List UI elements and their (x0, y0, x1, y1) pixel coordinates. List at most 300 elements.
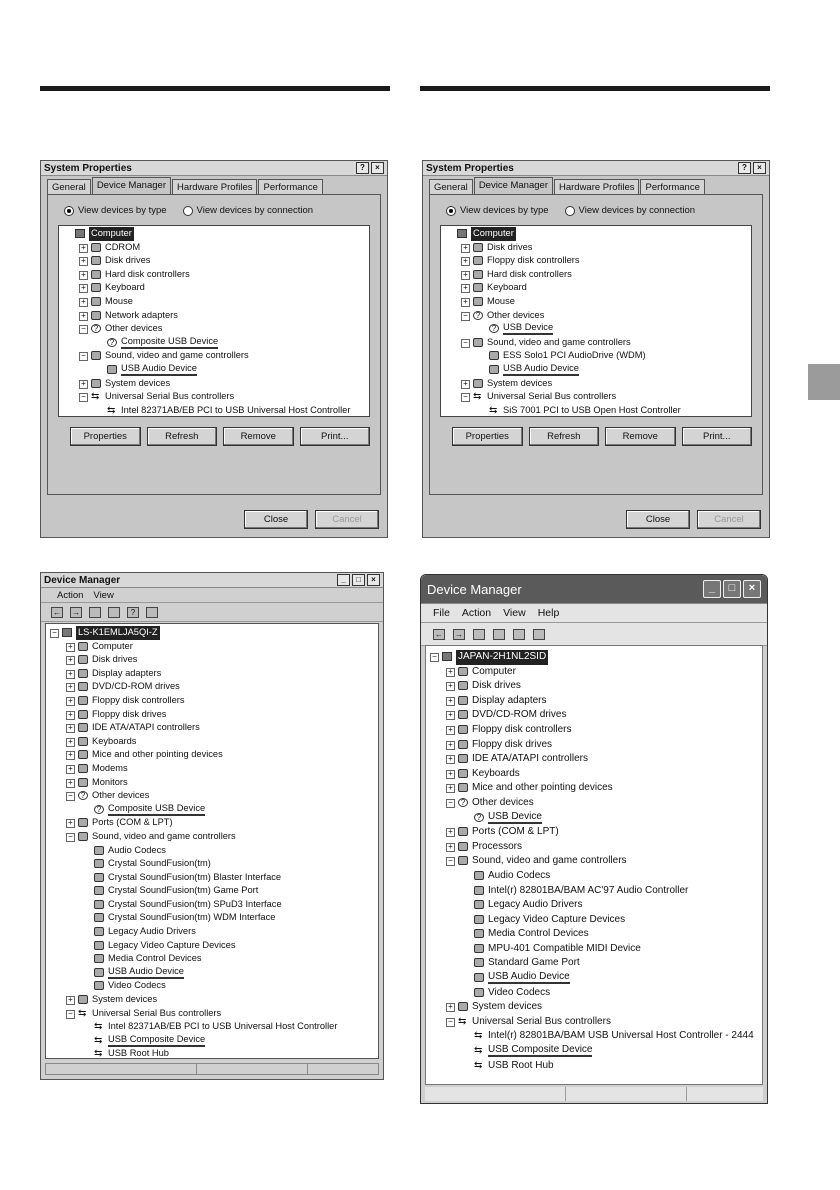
collapse-icon[interactable]: − (66, 1010, 75, 1019)
toolbar (421, 623, 767, 646)
device-icon (91, 311, 101, 320)
scan-hardware-icon[interactable] (533, 629, 545, 640)
back-icon[interactable]: ← (53, 607, 61, 617)
tree-item-label: Computer (471, 227, 516, 241)
tree-row[interactable] (59, 322, 369, 336)
tree-item-label: USB Composite Device (488, 1044, 593, 1056)
device-icon (94, 900, 104, 909)
tree-row[interactable] (441, 227, 751, 241)
tab-device-manager[interactable]: Device Manager (92, 177, 171, 195)
title-bar (423, 161, 769, 176)
expand-icon[interactable]: + (66, 819, 75, 828)
properties-button[interactable]: Properties (452, 427, 523, 446)
tree-row[interactable] (441, 254, 751, 268)
tree-row[interactable] (426, 781, 762, 796)
tree-row[interactable] (426, 854, 762, 869)
tab-hardware-profiles[interactable]: Hardware Profiles (172, 179, 258, 195)
expand-icon[interactable]: + (79, 298, 88, 307)
usb-icon: ⇆ (78, 1007, 87, 1019)
tree-item-label: USB Audio Device (488, 971, 570, 983)
minimize-button[interactable]: _ (337, 574, 350, 586)
collapse-icon[interactable]: − (430, 653, 439, 662)
tree-row[interactable] (441, 363, 751, 377)
expand-icon[interactable]: + (446, 784, 455, 793)
expand-icon[interactable]: + (446, 711, 455, 720)
tree-row[interactable] (441, 268, 751, 282)
tree-row[interactable] (46, 993, 378, 1007)
tree-row[interactable] (441, 390, 751, 404)
close-x-button[interactable]: × (367, 574, 380, 586)
expand-icon[interactable]: + (446, 755, 455, 764)
expand-icon[interactable]: + (66, 697, 75, 706)
tree-item-label: Universal Serial Bus controllers (487, 391, 617, 402)
expand-icon[interactable]: + (66, 779, 75, 788)
expand-icon[interactable]: + (66, 738, 75, 747)
expand-icon[interactable]: + (66, 643, 75, 652)
expand-icon[interactable]: + (79, 380, 88, 389)
tree-item-label: DVD/CD-ROM drives (472, 709, 567, 721)
tab-general[interactable]: General (429, 179, 473, 195)
tree-item-label: Intel 82371AB/EB PCI to USB Universal Host Controller (121, 404, 351, 415)
cancel-button[interactable]: Cancel (697, 510, 761, 529)
tree-row[interactable] (59, 227, 369, 241)
tree-row[interactable] (441, 241, 751, 255)
expand-icon[interactable]: + (446, 843, 455, 852)
tree-row[interactable] (46, 816, 378, 830)
tree-item-label: Other devices (92, 790, 150, 801)
collapse-icon[interactable]: − (461, 339, 470, 348)
device-icon (94, 913, 104, 922)
tree-row[interactable] (46, 667, 378, 681)
tree-row[interactable] (426, 1029, 762, 1044)
expand-icon[interactable]: + (79, 244, 88, 253)
tree-row[interactable] (426, 811, 762, 826)
tree-row[interactable] (46, 789, 378, 803)
tree-row[interactable] (46, 640, 378, 654)
device-icon (91, 297, 101, 306)
title-bar (41, 573, 383, 588)
tree-row[interactable] (441, 404, 751, 417)
close-x-button[interactable]: × (743, 580, 761, 598)
expand-icon[interactable]: + (79, 284, 88, 293)
device-manager-window-2 (420, 574, 768, 1104)
menu-action[interactable]: Action (461, 607, 492, 619)
usb-icon: ⇆ (94, 1021, 103, 1033)
expand-icon[interactable]: + (446, 741, 455, 750)
tree-item-label: Keyboards (472, 767, 520, 779)
tree-row[interactable] (426, 665, 762, 680)
forward-icon[interactable]: → (455, 629, 463, 639)
expand-icon[interactable]: + (66, 656, 75, 665)
tree-row[interactable] (426, 723, 762, 738)
tree-item-label: Display adapters (472, 694, 547, 706)
close-x-button[interactable]: × (753, 162, 766, 174)
tree-view-icon[interactable] (473, 629, 485, 640)
tree-row[interactable] (59, 377, 369, 391)
expand-icon[interactable]: + (461, 380, 470, 389)
device-icon (474, 944, 484, 953)
tree-item-label: System devices (487, 377, 553, 388)
tree-row[interactable] (46, 979, 378, 993)
tree-item-label: Disk drives (92, 654, 138, 665)
tab-performance[interactable]: Performance (640, 179, 704, 195)
device-icon (458, 754, 468, 763)
menu-view[interactable]: View (503, 607, 526, 619)
print-button[interactable]: Print... (300, 427, 371, 446)
tree-item-label: Floppy disk drives (472, 738, 553, 750)
radio-by-connection-label: View devices by connection (578, 205, 696, 216)
tree-row[interactable] (426, 913, 762, 928)
menu-file[interactable]: File (433, 607, 450, 619)
tree-row[interactable] (426, 986, 762, 1001)
collapse-icon[interactable]: − (66, 792, 75, 801)
tree-row[interactable] (46, 844, 378, 858)
device-icon (94, 954, 104, 963)
expand-icon[interactable]: + (446, 828, 455, 837)
section-side-tab (808, 364, 840, 400)
tree-row[interactable] (46, 653, 378, 667)
tree-row[interactable] (441, 336, 751, 350)
expand-icon[interactable]: + (66, 765, 75, 774)
device-icon (94, 873, 104, 882)
remove-button[interactable]: Remove (605, 427, 676, 446)
device-icon (473, 297, 483, 306)
usb-icon: ⇆ (474, 1030, 483, 1042)
expand-icon[interactable]: + (66, 996, 75, 1005)
tree-row[interactable] (46, 626, 378, 640)
refresh-button[interactable]: Refresh (147, 427, 218, 446)
tree-item-label: Standard Game Port (488, 957, 580, 969)
device-icon (474, 929, 484, 938)
tree-row[interactable] (59, 404, 369, 417)
close-x-button[interactable]: × (371, 162, 384, 174)
minimize-button[interactable]: _ (703, 580, 721, 598)
tree-item-label: USB Composite Device (108, 1034, 205, 1047)
tree-row[interactable] (46, 776, 378, 790)
device-tree[interactable] (45, 623, 379, 1059)
tree-row[interactable] (441, 281, 751, 295)
maximize-button[interactable]: □ (723, 580, 741, 598)
print-button[interactable]: Print... (682, 427, 753, 446)
computer-icon (62, 628, 72, 637)
device-icon (489, 351, 499, 360)
section-rule-right (420, 86, 770, 91)
expand-icon[interactable]: + (79, 312, 88, 321)
collapse-icon[interactable]: − (446, 857, 455, 866)
radio-by-type-label: View devices by type (78, 205, 167, 216)
tree-item-label: Hard disk controllers (487, 268, 572, 279)
expand-icon[interactable]: + (66, 751, 75, 760)
tree-row[interactable] (59, 241, 369, 255)
tree-row[interactable] (46, 1047, 378, 1059)
cancel-button[interactable]: Cancel (315, 510, 379, 529)
radio-dot (565, 206, 575, 216)
tab-general[interactable]: General (47, 179, 91, 195)
tree-row[interactable] (46, 830, 378, 844)
expand-icon[interactable]: + (66, 724, 75, 733)
collapse-icon[interactable]: − (79, 325, 88, 334)
tree-row[interactable] (426, 956, 762, 971)
device-manager-panel (47, 194, 381, 495)
expand-icon[interactable]: + (66, 711, 75, 720)
radio-by-connection[interactable] (183, 205, 314, 216)
expand-icon[interactable]: + (446, 682, 455, 691)
unknown-device-icon: ? (94, 805, 104, 814)
tree-item-label: Mice and other pointing devices (92, 749, 223, 760)
close-button[interactable]: Close (626, 510, 690, 529)
tree-item-label: Mice and other pointing devices (472, 782, 613, 794)
tree-row[interactable] (59, 336, 369, 350)
tree-row[interactable] (426, 679, 762, 694)
usb-icon: ⇆ (94, 1048, 103, 1059)
tree-row[interactable] (46, 898, 378, 912)
tree-item-label: USB Root Hub (488, 1059, 554, 1071)
tree-item-label: IDE ATA/ATAPI controllers (92, 722, 200, 733)
tree-row[interactable] (46, 694, 378, 708)
expand-icon[interactable]: + (446, 697, 455, 706)
back-icon[interactable]: ← (435, 629, 443, 639)
forward-icon[interactable]: → (72, 607, 80, 617)
scan-hardware-icon[interactable] (146, 607, 158, 618)
properties-icon[interactable] (108, 607, 120, 618)
help-icon[interactable]: ? (127, 607, 139, 618)
device-tree[interactable] (425, 645, 763, 1085)
expand-icon[interactable]: + (461, 271, 470, 280)
expand-icon[interactable]: + (461, 298, 470, 307)
tree-item-label: Legacy Video Capture Devices (108, 939, 236, 950)
refresh-button[interactable]: Refresh (529, 427, 600, 446)
tree-row[interactable] (59, 268, 369, 282)
expand-icon[interactable]: + (446, 1003, 455, 1012)
tree-row[interactable] (46, 680, 378, 694)
tree-item-label: Intel(r) 82801BA/BAM AC'97 Audio Controller (488, 884, 689, 896)
menu-view[interactable]: View (93, 589, 114, 601)
tree-item-label: IDE ATA/ATAPI controllers (472, 753, 588, 765)
tree-row[interactable] (441, 377, 751, 391)
tree-item-label: Computer (472, 665, 516, 677)
tree-row[interactable] (59, 295, 369, 309)
collapse-icon[interactable]: − (461, 312, 470, 321)
tree-item-label: Sound, video and game controllers (92, 830, 236, 841)
tree-item-label: Network adapters (105, 309, 178, 320)
tab-performance[interactable]: Performance (258, 179, 322, 195)
tree-row[interactable] (426, 825, 762, 840)
tree-row[interactable] (426, 767, 762, 782)
tree-row[interactable] (426, 1015, 762, 1030)
tree-row[interactable] (46, 911, 378, 925)
tree-item-label: System devices (105, 377, 171, 388)
tree-item-label: Display adapters (92, 667, 162, 678)
tree-row[interactable] (46, 735, 378, 749)
tree-row[interactable] (426, 752, 762, 767)
radio-dot (183, 206, 193, 216)
tree-row[interactable] (46, 1034, 378, 1048)
menu-action[interactable]: Action (57, 589, 84, 601)
system-properties-window-2 (422, 160, 770, 538)
expand-icon[interactable]: + (446, 770, 455, 779)
tree-row[interactable] (426, 1000, 762, 1015)
tree-row[interactable] (46, 708, 378, 722)
device-tree[interactable] (58, 225, 370, 417)
collapse-icon[interactable]: − (446, 1018, 455, 1027)
device-icon (489, 365, 499, 374)
tree-row[interactable] (426, 884, 762, 899)
device-icon (94, 846, 104, 855)
radio-by-type[interactable] (446, 205, 549, 216)
tree-item-label: Crystal SoundFusion(tm) SPuD3 Interface (108, 898, 282, 909)
tree-row[interactable] (46, 762, 378, 776)
properties-button[interactable]: Properties (70, 427, 141, 446)
tree-row[interactable] (46, 748, 378, 762)
tree-row[interactable] (46, 1020, 378, 1034)
unknown-device-icon: ? (107, 338, 117, 347)
device-icon (458, 856, 468, 865)
computer-icon (75, 229, 85, 238)
device-icon (474, 988, 484, 997)
tree-item-label: USB Audio Device (108, 966, 184, 979)
tree-row[interactable] (46, 871, 378, 885)
device-icon (458, 740, 468, 749)
collapse-icon[interactable]: − (461, 393, 470, 402)
tree-row[interactable] (59, 254, 369, 268)
tree-row[interactable] (426, 694, 762, 709)
tree-row[interactable] (426, 650, 762, 665)
section-rule-left (40, 86, 390, 91)
tree-item-label: Disk drives (487, 241, 533, 252)
device-icon (94, 941, 104, 950)
tree-item-label: Universal Serial Bus controllers (105, 391, 235, 402)
device-icon (94, 859, 104, 868)
properties-icon[interactable] (513, 629, 525, 640)
tree-row[interactable] (426, 796, 762, 811)
close-button[interactable]: Close (244, 510, 308, 529)
device-icon (473, 338, 483, 347)
tree-item-label: ESS Solo1 PCI AudioDrive (WDM) (503, 350, 646, 361)
tree-item-label: Other devices (487, 309, 545, 320)
expand-icon[interactable]: + (446, 726, 455, 735)
tree-row[interactable] (426, 840, 762, 855)
expand-icon[interactable]: + (461, 244, 470, 253)
device-icon (474, 958, 484, 967)
tree-view-icon[interactable] (89, 607, 101, 618)
tree-row[interactable] (46, 857, 378, 871)
tree-row[interactable] (426, 869, 762, 884)
tree-row[interactable] (426, 738, 762, 753)
computer-icon (457, 229, 467, 238)
expand-icon[interactable]: + (461, 284, 470, 293)
tree-row[interactable] (46, 1007, 378, 1021)
tree-row[interactable] (426, 708, 762, 723)
tree-item-label: Floppy disk controllers (472, 723, 572, 735)
status-bar (45, 1063, 379, 1075)
tree-item-label: Mouse (105, 295, 133, 306)
tree-row[interactable] (426, 942, 762, 957)
tree-row[interactable] (59, 390, 369, 404)
device-icon (94, 981, 104, 990)
usb-icon: ⇆ (474, 1045, 483, 1057)
tree-item-label: USB Device (503, 322, 553, 335)
tree-row[interactable] (426, 1044, 762, 1059)
expand-icon[interactable]: + (79, 271, 88, 280)
expand-icon[interactable]: + (66, 683, 75, 692)
radio-by-type-label: View devices by type (460, 205, 549, 216)
tree-row[interactable] (426, 1059, 762, 1074)
collapse-icon[interactable]: − (66, 833, 75, 842)
help-button[interactable]: ? (738, 162, 751, 174)
tree-row[interactable] (426, 898, 762, 913)
tree-row[interactable] (46, 803, 378, 817)
collapse-icon[interactable]: − (446, 799, 455, 808)
tree-row[interactable] (46, 939, 378, 953)
device-icon (458, 769, 468, 778)
tab-device-manager[interactable]: Device Manager (474, 177, 553, 195)
tree-item-label: USB Audio Device (503, 363, 579, 376)
tree-row[interactable] (46, 966, 378, 980)
tree-row[interactable] (441, 322, 751, 336)
radio-by-type[interactable] (64, 205, 167, 216)
help-button[interactable]: ? (356, 162, 369, 174)
print-icon[interactable] (493, 629, 505, 640)
radio-dot-selected (64, 206, 74, 216)
maximize-button[interactable]: □ (352, 574, 365, 586)
tree-row[interactable] (46, 884, 378, 898)
tree-item-label: Ports (COM & LPT) (472, 826, 559, 838)
collapse-icon[interactable]: − (79, 352, 88, 361)
tree-row[interactable] (59, 281, 369, 295)
tree-item-label: Sound, video and game controllers (105, 350, 249, 361)
window-title: Device Manager (44, 574, 121, 586)
tree-row[interactable] (441, 309, 751, 323)
tree-row[interactable] (46, 925, 378, 939)
expand-icon[interactable]: + (461, 257, 470, 266)
radio-by-connection[interactable] (565, 205, 696, 216)
tree-item-label: Sound, video and game controllers (472, 855, 627, 867)
collapse-icon[interactable]: − (50, 629, 59, 638)
tree-row[interactable] (59, 309, 369, 323)
tree-item-label: Computer (89, 227, 134, 241)
tree-row[interactable] (426, 971, 762, 986)
tree-row[interactable] (46, 721, 378, 735)
tree-item-label: Crystal SoundFusion(tm) Game Port (108, 885, 259, 896)
remove-button[interactable]: Remove (223, 427, 294, 446)
device-icon (78, 723, 88, 732)
tree-row[interactable] (59, 349, 369, 363)
tree-row[interactable] (441, 349, 751, 363)
tree-row[interactable] (59, 363, 369, 377)
tree-item-label: Intel(r) 82801BA/BAM USB Universal Host Controller - 2444 (488, 1030, 754, 1042)
unknown-device-icon: ? (473, 311, 483, 320)
tree-row[interactable] (441, 295, 751, 309)
tree-item-label: DVD/CD-ROM drives (92, 681, 180, 692)
device-icon (78, 818, 88, 827)
collapse-icon[interactable]: − (79, 393, 88, 402)
menu-help[interactable]: Help (537, 607, 560, 619)
expand-icon[interactable]: + (446, 668, 455, 677)
action-buttons (452, 427, 752, 446)
tree-item-label: Monitors (92, 776, 128, 787)
tree-row[interactable] (46, 952, 378, 966)
tree-row[interactable] (426, 927, 762, 942)
device-icon (458, 696, 468, 705)
tree-item-label: System devices (92, 994, 158, 1005)
device-tree[interactable] (440, 225, 752, 417)
tree-item-label: Composite USB Device (108, 803, 205, 816)
expand-icon[interactable]: + (66, 670, 75, 679)
expand-icon[interactable]: + (79, 257, 88, 266)
usb-icon: ⇆ (91, 391, 100, 403)
tab-hardware-profiles[interactable]: Hardware Profiles (554, 179, 640, 195)
tree-item-label: Modems (92, 762, 128, 773)
